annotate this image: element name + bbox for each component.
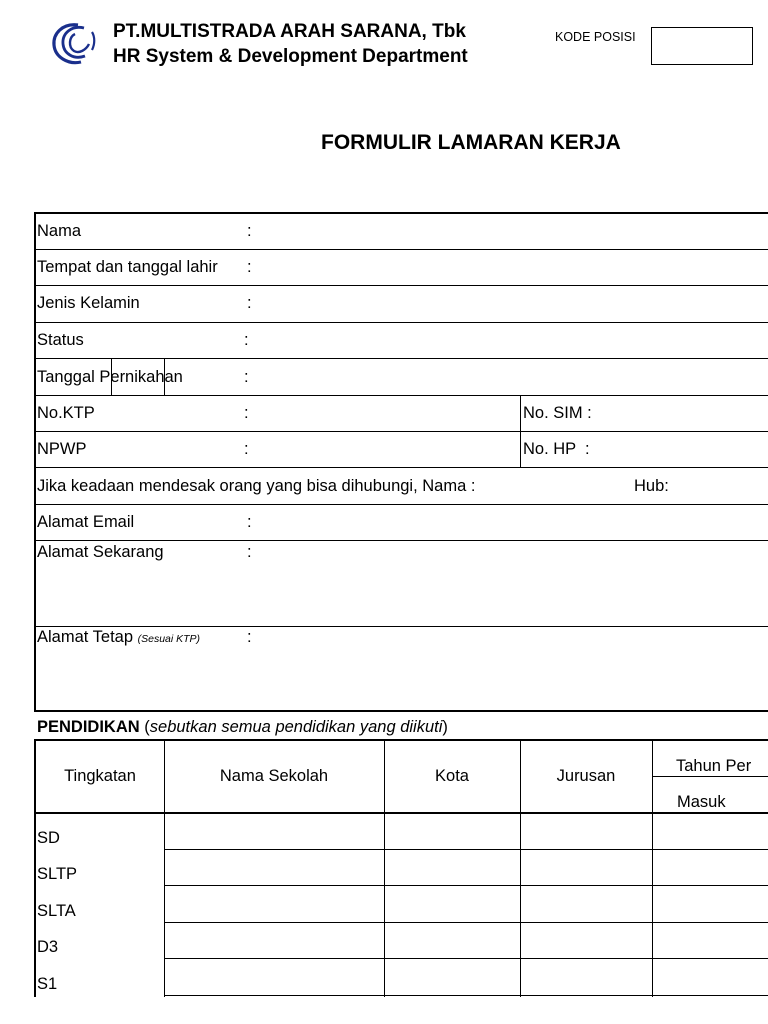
row-divider: [34, 504, 768, 505]
department-name: HR System & Development Department: [113, 46, 468, 67]
row-divider: [34, 540, 768, 541]
colon: :: [244, 440, 249, 458]
colon: :: [247, 222, 252, 240]
colon: :: [244, 368, 249, 386]
label-no-ktp: No.KTP: [37, 404, 95, 422]
subheader-divider: [652, 776, 768, 777]
edu-row-d3: D3: [37, 938, 59, 956]
row-divider: [34, 285, 768, 286]
col-header-tahun: Tahun Per: [676, 757, 752, 775]
label-no-sim: No. SIM :: [523, 404, 592, 422]
no-hp-field[interactable]: [605, 442, 753, 462]
label-no-hp: No. HP :: [523, 440, 590, 458]
colon: :: [244, 404, 249, 422]
col-header-tingkatan: Tingkatan: [64, 767, 136, 785]
form-title: FORMULIR LAMARAN KERJA: [321, 131, 621, 154]
education-heading: [37, 718, 448, 737]
label-npwp: NPWP: [37, 440, 87, 458]
row-divider: [164, 958, 768, 959]
kode-posisi-field[interactable]: [651, 27, 753, 65]
colon: :: [247, 258, 252, 276]
row-divider: [164, 922, 768, 923]
label-hub: Hub:: [634, 477, 669, 495]
education-heading-open: (: [139, 718, 150, 736]
label-nama: Nama: [37, 222, 82, 240]
label-status: Status: [37, 331, 84, 349]
row-divider: [34, 626, 768, 627]
company-logo: [48, 20, 100, 68]
row-divider: [34, 249, 768, 250]
label-alamat-email: Alamat Email: [37, 513, 135, 531]
colon: :: [244, 331, 249, 349]
nama-field[interactable]: [262, 224, 752, 244]
col-header-nama-sekolah: Nama Sekolah: [219, 767, 329, 785]
col-header-kota: Kota: [435, 767, 469, 785]
colon: :: [247, 543, 252, 561]
education-heading-note: sebutkan semua pendidikan yang diikuti: [149, 718, 443, 736]
row-divider: [34, 322, 768, 323]
no-ktp-field[interactable]: [262, 406, 512, 426]
cell-divider: [520, 395, 521, 467]
education-heading-bold: PENDIDIKAN: [37, 718, 140, 736]
alamat-tetap-text: Alamat Tetap: [37, 628, 134, 646]
ttl-field[interactable]: [262, 260, 752, 280]
label-kontak-darurat: Jika keadaan mendesak orang yang bisa dihubungi, Nama :: [37, 477, 476, 495]
label-alamat-sekarang: Alamat Sekarang: [37, 543, 164, 561]
row-divider: [164, 849, 768, 850]
edu-row-slta: SLTA: [37, 902, 76, 920]
row-divider: [34, 467, 768, 468]
npwp-field[interactable]: [262, 442, 512, 462]
header-divider: [34, 812, 768, 814]
row-divider: [164, 995, 768, 996]
jenis-kelamin-field[interactable]: [262, 296, 752, 316]
edu-row-s1: S1: [37, 975, 58, 993]
status-field[interactable]: [262, 333, 752, 353]
row-divider: [164, 885, 768, 886]
alamat-tetap-field[interactable]: [262, 630, 752, 706]
tanggal-pernikahan-field[interactable]: [262, 370, 752, 390]
colon: :: [247, 628, 252, 646]
col-header-jurusan: Jurusan: [556, 767, 616, 785]
no-sim-field[interactable]: [605, 406, 753, 426]
row-divider: [34, 431, 768, 432]
edu-row-sltp: SLTP: [37, 865, 78, 883]
label-jenis-kelamin: Jenis Kelamin: [37, 294, 140, 312]
alamat-tetap-note: (Sesuai KTP): [137, 633, 201, 645]
colon: :: [247, 513, 252, 531]
label-alamat-tetap: [37, 628, 200, 647]
alamat-sekarang-field[interactable]: [262, 545, 752, 621]
email-field[interactable]: [262, 515, 752, 535]
label-tempat-tanggal-lahir: Tempat dan tanggal lahir: [37, 258, 218, 276]
education-heading-close: ): [442, 718, 448, 736]
edu-row-sd: SD: [37, 829, 60, 847]
row-divider: [34, 395, 768, 396]
kode-posisi-label: KODE POSISI: [555, 30, 636, 44]
row-divider: [34, 358, 768, 359]
colon: :: [247, 294, 252, 312]
label-tanggal-pernikahan: Tanggal Pernikahan: [37, 368, 183, 386]
company-name: PT.MULTISTRADA ARAH SARANA, Tbk: [113, 21, 466, 42]
col-header-masuk: Masuk: [677, 793, 726, 811]
